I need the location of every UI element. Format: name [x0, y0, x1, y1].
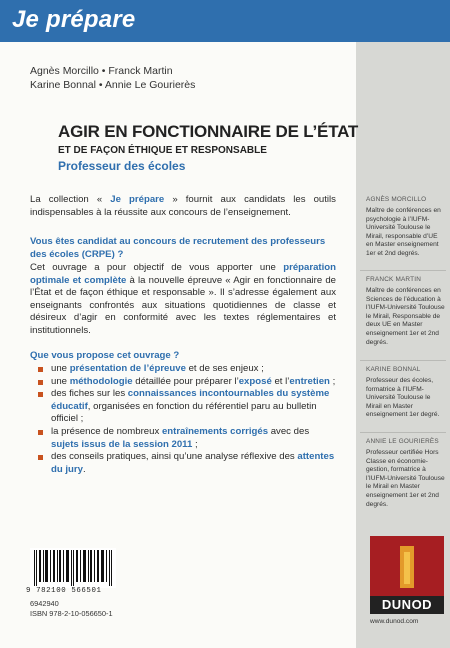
dunod-emblem-icon	[370, 536, 444, 596]
bio-text-martin: Maître de conférences en Sciences de l’éducation à l’IUFM-Université Toulouse le Mirail, Responsable de deux UE en Master enseignement 1er et 2nd degrés.	[366, 287, 445, 346]
bullet-icon	[38, 380, 43, 385]
intro-collection-name: Je prépare	[102, 194, 173, 205]
bio-divider	[360, 432, 446, 433]
question-candidate: Vous êtes candidat au concours de recrutement des professeurs des écoles (CRPE) ?	[30, 236, 326, 260]
intro-text: La collection «	[30, 194, 103, 205]
bio-text-le-gourieres: Professeur certifiée Hors Classe en économie-gestion, formatrice à l’IUFM-Université Toulouse le Mirail en Master enseignement 1er et 2nd degrés.	[366, 449, 445, 508]
objective-text: Cet ouvrage a pour objectif de vous apporter une	[30, 262, 284, 273]
barcode	[30, 548, 116, 588]
intro-paragraph	[30, 194, 336, 219]
author-list	[30, 64, 195, 92]
header-bar	[0, 0, 450, 42]
book-subtitle: ET DE FAÇON ÉTHIQUE ET RESPONSABLE	[58, 145, 267, 156]
bullet-icon	[38, 392, 43, 397]
intro-text-end: » fournit aux candidats les outils indispensables à la réussite aux concours de l’enseignement.	[30, 194, 336, 218]
barcode-digits: 9 782100 566501	[26, 587, 102, 595]
book-title: AGIR EN FONCTIONNAIRE DE L’ÉTAT	[58, 122, 359, 141]
bullet-icon	[38, 455, 43, 460]
content-list	[30, 363, 336, 476]
list-item: des conseils pratiques, ainsi qu’une analyse réflexive des attentes du jury.	[30, 451, 336, 476]
author-line-2: Karine Bonnal • Annie Le Gourierès	[30, 79, 196, 91]
collection-brand: Je prépare	[12, 6, 136, 33]
isbn: ISBN 978-2-10-056650-1	[30, 609, 113, 618]
bio-name-morcillo: AGNÈS MORCILLO	[366, 196, 427, 203]
objective-text-end: à la nouvelle épreuve « Agir en fonctionnaire de l’État et de façon éthique et responsable ». Il s’adresse également aux enseignants confrontés aux situations quotidiennes de classe et désireux d’agir en conformité avec les textes réglementaires et institutionnels.	[30, 274, 337, 336]
publisher-url[interactable]: www.dunod.com	[370, 618, 419, 625]
bio-name-le-gourieres: ANNIE LE GOURIERÈS	[366, 438, 439, 445]
bio-divider	[360, 360, 446, 361]
bio-name-bonnal: KARINE BONNAL	[366, 366, 421, 373]
question-content: Que vous propose cet ouvrage ?	[30, 350, 180, 361]
publisher-name: DUNOD	[370, 596, 444, 614]
list-item: des fiches sur les connaissances incontournables du système éducatif, organisées en fonction du référentiel paru au bulletin officiel ;	[30, 388, 336, 426]
barcode-icon	[30, 548, 116, 588]
bio-name-martin: FRANCK MARTIN	[366, 276, 422, 283]
book-audience: Professeur des écoles	[58, 159, 186, 173]
bio-text-morcillo: Maître de conférences en psychologie à l’IUFM-Université Toulouse le Mirail, responsable d’UE en Master enseignement 1er et 2nd degrés.	[366, 207, 441, 257]
author-line-1: Agnès Morcillo • Franck Martin	[30, 65, 173, 77]
list-item: la présence de nombreux entraînements corrigés avec des sujets issus de la session 2011 ;	[30, 426, 336, 451]
dunod-logo	[370, 536, 444, 596]
objective-highlight: préparation optimale et complète	[30, 262, 336, 286]
list-item: une présentation de l’épreuve et de ses enjeux ;	[30, 363, 336, 376]
bio-divider	[360, 270, 446, 271]
bullet-icon	[38, 367, 43, 372]
bullet-icon	[38, 430, 43, 435]
objective-paragraph	[30, 262, 336, 338]
product-reference: 6942940	[30, 599, 59, 608]
list-item: une méthodologie détaillée pour préparer l’exposé et l’entretien ;	[30, 376, 336, 389]
bio-text-bonnal: Professeur des écoles, formatrice à l’IUFM-Université Toulouse le Mirail en Master enseignement 1er degré.	[366, 377, 440, 419]
